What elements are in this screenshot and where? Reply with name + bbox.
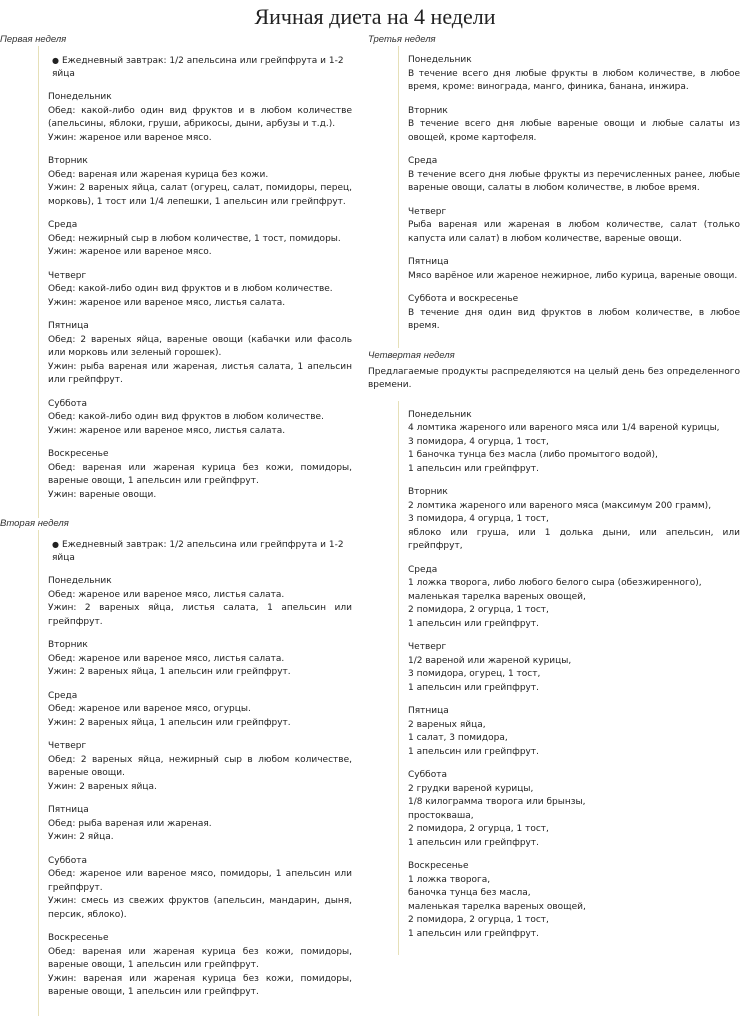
day-name: Пятница (48, 805, 89, 815)
day-block (408, 54, 740, 95)
week-3-title: Третья неделя (368, 34, 436, 45)
day-name: Вторник (48, 156, 88, 166)
day-name: Воскресенье (408, 861, 469, 871)
meal-line: Ужин: жареное или вареное мясо, листья салата. (48, 425, 286, 436)
day-name: Вторник (408, 105, 448, 116)
day-name: Пятница (48, 321, 89, 331)
meal-line: Обед: вареная или жареная курица без кожи, помидоры, вареные овощи, 1 апельсин или грейпфрут. (48, 462, 352, 486)
meal-line: Обед: жареное или вареное мясо, листья салата. (48, 653, 285, 664)
meal-line: баночка тунца без масла, (408, 888, 531, 898)
meal-line: 1 апельсин или грейпфрут. (408, 463, 539, 474)
day-block (48, 690, 352, 731)
day-name: Суббота (408, 770, 447, 780)
meal-line: Обед: рыба вареная или жареная. (48, 818, 212, 829)
meal-line: 1 ложка творога, либо любого белого сыра (обезжиренного), (408, 578, 702, 588)
day-block (48, 740, 352, 794)
bullet-icon: ● (52, 56, 59, 65)
meal-line: Ужин: жареное или вареное мясо. (48, 247, 212, 257)
week-3-days (408, 54, 740, 334)
day-block (48, 855, 352, 923)
meal-line: 1 салат, 3 помидора, (408, 733, 508, 743)
week-1-section (0, 34, 360, 518)
meal-line: 1 ложка творога, (408, 874, 491, 885)
day-block (408, 564, 740, 632)
meal-line: 2 грудки вареной курицы, (408, 783, 534, 794)
meal-line: Обед: какой-либо один вид фруктов в любом количестве. (48, 412, 324, 422)
day-name: Воскресенье (48, 449, 109, 459)
day-name: Суббота (48, 398, 87, 409)
meal-line: В течение всего дня любые фрукты в любом количестве, в любое время, кроме: винограда, манго, финика, банана, инжира. (408, 68, 740, 92)
meal-line: яблоко или груша, или 1 долька дыни, или апельсин, или грейпфрут, (408, 527, 740, 551)
week-2-breakfast (48, 538, 352, 565)
day-name: Понедельник (408, 409, 472, 420)
meal-line: 2 вареных яйца, (408, 719, 486, 730)
week-2-section (0, 518, 360, 1016)
meal-line: 1 апельсин или грейпфрут. (408, 682, 539, 693)
day-block (408, 769, 740, 850)
meal-line: Обед: 2 вареных яйца, вареные овощи (кабачки или фасоль или морковь или зеленый горошек). (48, 334, 352, 358)
day-name: Вторник (408, 487, 448, 497)
meal-line: Ужин: жареное или вареное мясо. (48, 132, 212, 143)
day-block (408, 206, 740, 247)
day-name: Вторник (48, 640, 88, 650)
meal-line: 1 апельсин или грейпфрут. (408, 618, 539, 629)
meal-line: маленькая тарелка вареных овощей, (408, 901, 586, 912)
day-name: Среда (48, 690, 78, 701)
day-name: Среда (48, 220, 78, 230)
day-block (48, 91, 352, 145)
meal-line: Обед: 2 вареных яйца, нежирный сыр в любом количестве, вареные овощи. (48, 754, 352, 778)
week-1-body (38, 46, 352, 518)
meal-line: Обед: какой-либо один вид фруктов и в любом количестве. (48, 284, 333, 294)
meal-line: маленькая тарелка вареных овощей, (408, 591, 586, 602)
week-4-body (398, 401, 740, 956)
left-column (0, 34, 360, 1016)
day-block (408, 293, 740, 334)
week-1-breakfast (48, 54, 352, 81)
meal-line: Ужин: жареное или вареное мясо, листья салата. (48, 297, 286, 308)
meal-line: 1 апельсин или грейпфрут. (408, 746, 539, 757)
day-name: Четверг (48, 270, 87, 281)
meal-line: Ужин: вареная или жареная курица без кожи, помидоры, вареные овощи, 1 апельсин или грейпфрут. (48, 973, 352, 997)
day-block (48, 448, 352, 502)
meal-line: 3 помидора, 4 огурца, 1 тост, (408, 436, 549, 447)
week-1-breakfast-text: Ежедневный завтрак: 1/2 апельсина или грейпфрута и 1-2 яйца (52, 56, 344, 79)
week-4-intro: Предлагаемые продукты распределяются на целый день без определенного времени. (368, 366, 740, 390)
day-name: Четверг (408, 206, 447, 217)
week-1-days (48, 91, 352, 502)
day-block (408, 256, 740, 283)
week-4-days (408, 409, 740, 942)
day-block (48, 270, 352, 311)
day-name: Воскресенье (48, 933, 109, 943)
right-column (368, 34, 750, 955)
meal-line: Ужин: 2 вареных яйца, 1 апельсин или грейпфрут. (48, 717, 291, 728)
day-block (408, 860, 740, 941)
week-3-section (368, 34, 750, 348)
meal-line: 1/8 килограмма творога или брынзы, (408, 797, 586, 807)
day-name: Среда (408, 564, 438, 575)
meal-line: Обед: жареное или вареное мясо, помидоры, 1 апельсин или грейпфрут. (48, 869, 352, 893)
day-name: Пятница (408, 257, 449, 267)
meal-line: 2 помидора, 2 огурца, 1 тост, (408, 915, 549, 925)
day-name: Понедельник (48, 576, 112, 586)
day-block (408, 705, 740, 759)
meal-line: 2 помидора, 2 огурца, 1 тост, (408, 605, 549, 615)
day-block (408, 105, 740, 146)
page-title: Яичная диета на 4 недели (254, 4, 496, 29)
meal-line: 2 помидора, 2 огурца, 1 тост, (408, 824, 549, 834)
day-name: Суббота (48, 855, 87, 866)
meal-line: 1/2 вареной или жареной курицы, (408, 655, 572, 666)
meal-line: Ужин: вареные овощи. (48, 489, 157, 500)
meal-line: 3 помидора, огурец, 1 тост, (408, 669, 541, 679)
day-block (48, 219, 352, 260)
meal-line: 3 помидора, 4 огурца, 1 тост, (408, 514, 549, 524)
meal-line: Обед: нежирный сыр в любом количестве, 1 тост, помидоры. (48, 233, 341, 244)
day-block (408, 486, 740, 554)
day-name: Понедельник (408, 55, 472, 65)
meal-line: Обед: вареная или жареная курица без кожи. (48, 169, 269, 180)
day-block (48, 804, 352, 845)
week-2-breakfast-text: Ежедневный завтрак: 1/2 апельсина или грейпфрута и 1-2 яйца (52, 540, 344, 563)
week-4-title: Четвертая неделя (368, 349, 455, 361)
meal-line: Ужин: рыба вареная или жареная, листья салата, 1 апельсин или грейпфрут. (48, 361, 352, 385)
meal-line: Ужин: смесь из свежих фруктов (апельсин, мандарин, дыня, персик, яблоко). (48, 896, 352, 920)
meal-line: простокваша, (408, 810, 474, 821)
meal-line: Ужин: 2 вареных яйца, салат (огурец, салат, помидоры, перец, морковь), 1 тост или 1/4 лепешки, 1 апельсин или грейпфрут. (48, 183, 352, 207)
week-1-title: Первая неделя (0, 34, 67, 45)
week-2-body (38, 530, 352, 1016)
meal-line: Ужин: 2 вареных яйца, листья салата, 1 апельсин или грейпфрут. (48, 603, 352, 627)
day-name: Среда (408, 156, 438, 166)
day-block (48, 932, 352, 1000)
meal-line: Обед: жареное или вареное мясо, огурцы. (48, 704, 251, 714)
week-3-body (398, 46, 740, 348)
meal-line: Обед: жареное или вареное мясо, листья салата. (48, 589, 285, 600)
day-name: Четверг (408, 642, 447, 652)
meal-line: 1 апельсин или грейпфрут. (408, 928, 539, 939)
day-name: Пятница (408, 706, 449, 716)
day-name: Суббота и воскресенье (408, 294, 519, 304)
meal-line: Ужин: 2 вареных яйца. (48, 781, 157, 792)
meal-line: 4 ломтика жареного или вареного мяса или 1/4 вареной курицы, (408, 423, 720, 433)
week-2-days (48, 575, 352, 1000)
meal-line: Обед: какой-либо один вид фруктов и в любом количестве (апельсины, яблоки, груши, абрикосы, дыни, арбузы и т.д.). (48, 105, 352, 129)
meal-line: 1 апельсин или грейпфрут. (408, 837, 539, 848)
day-block (48, 320, 352, 388)
meal-line: Ужин: 2 вареных яйца, 1 апельсин или грейпфрут. (48, 667, 291, 677)
day-block (408, 641, 740, 695)
meal-line: В течение всего дня любые вареные овощи и любые салаты из овощей, кроме картофеля. (408, 119, 740, 143)
day-block (408, 155, 740, 196)
meal-line: Обед: вареная или жареная курица без кожи, помидоры, вареные овощи, 1 апельсин или грейпфрут. (48, 946, 352, 970)
day-name: Понедельник (48, 92, 112, 102)
day-block (48, 575, 352, 629)
day-name: Четверг (48, 741, 87, 751)
week-4-section (368, 350, 750, 956)
meal-line: 1 баночка тунца без масла (либо промытого водой), (408, 450, 658, 460)
day-block (408, 409, 740, 477)
day-block (48, 398, 352, 439)
week-2-title: Вторая неделя (0, 518, 69, 529)
meal-line: Мясо варёное или жареное нежирное, либо курица, вареные овощи. (408, 270, 738, 281)
meal-line: Ужин: 2 яйца. (48, 832, 114, 842)
meal-line: 2 ломтика жареного или вареного мяса (максимум 200 грамм), (408, 500, 712, 511)
day-block (48, 155, 352, 209)
meal-line: В течение дня один вид фруктов в любом количестве, в любое время. (408, 307, 740, 331)
bullet-icon: ● (52, 540, 59, 549)
day-block (48, 639, 352, 680)
meal-line: В течение всего дня любые фрукты из перечисленных ранее, любые вареные овощи, салаты в любом количестве, в любое время. (408, 169, 740, 193)
meal-line: Рыба вареная или жареная в любом количестве, салат (только капуста или салат) в любом количестве, вареные овощи. (408, 220, 740, 244)
